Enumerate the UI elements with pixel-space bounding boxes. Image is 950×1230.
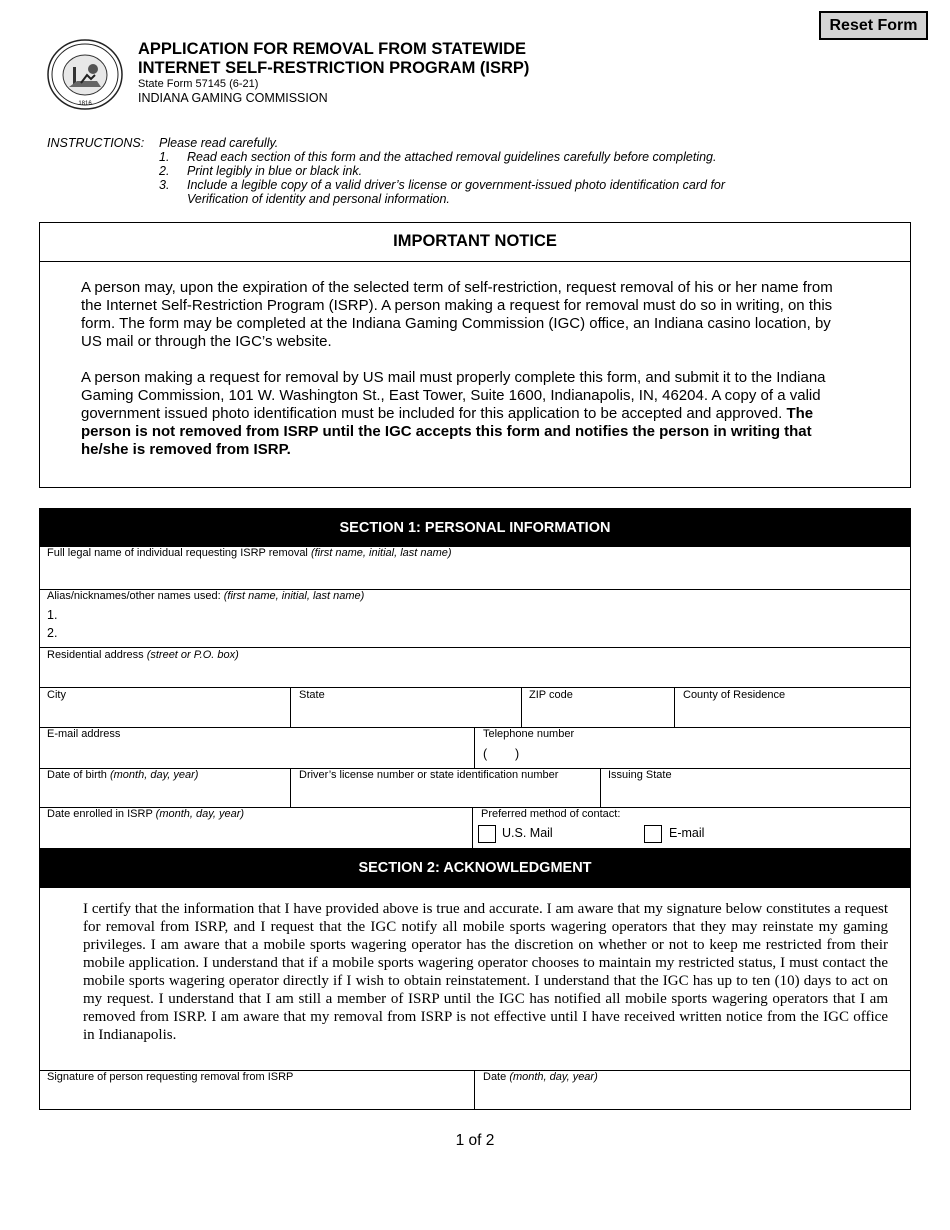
email-field[interactable] [40,743,473,765]
full-name-label: Full legal name of individual requesting ISRP removal (first name, initial, last name) [47,547,452,559]
instructions-intro: Please read carefully. [159,136,279,150]
divider [474,727,475,768]
form-number: State Form 57145 (6-21) [138,78,259,90]
reset-form-button[interactable]: Reset Form [819,11,928,40]
issuing-state-field[interactable] [602,784,909,806]
important-notice-heading: IMPORTANT NOTICE [39,222,911,262]
section-1-heading: SECTION 1: PERSONAL INFORMATION [39,508,911,547]
divider [472,807,473,848]
instruction-item: Verification of identity and personal information. [187,192,450,206]
city-field[interactable] [40,704,289,726]
contact-method-label: Preferred method of contact: [481,808,621,820]
email-checkbox[interactable] [644,825,662,843]
dob-label: Date of birth (month, day, year) [47,769,199,781]
divider [290,768,291,807]
instructions-list [159,150,725,206]
phone-format: ( ) [483,747,520,761]
county-field[interactable] [676,704,909,726]
form-title [138,40,529,78]
full-name-field[interactable] [40,562,910,588]
title-line-2: INTERNET SELF-RESTRICTION PROGRAM (ISRP) [138,59,530,77]
phone-label: Telephone number [483,728,575,740]
divider [290,687,291,727]
enrolled-label: Date enrolled in ISRP (month, day, year) [47,808,245,820]
acknowledgment-text: I certify that the information that I have provided above is true and accurate. I am aware that my signature below constitutes a request for removal from ISRP, and I request that the IGC notify all mobile sports wagering operators that they may reinstate my gaming privileges. I am aware that a mobile sports wagering operator has the discretion on whether or not to keep me restricted from their mobile application. I understand that if a mobile sports wagering operator chooses to maintain my restricted status, I must contact the mobile sports wagering operator directly if I wish to obtain reinstatement. I understand that the IGC has up to ten (10) days to act on my request. I understand that I am still a member of ISRP until the IGC has notified all mobile sports wagering operators that I am removed from ISRP. I am aware that my removal from ISRP is not effective until I have received written notice from the IGC office in Indianapolis. [83,901,888,1043]
state-label: State [299,689,325,701]
divider [39,687,911,688]
divider [39,647,911,648]
divider [674,687,675,727]
divider [474,1070,475,1110]
email-option-label: E-mail [669,826,705,840]
enrolled-date-field[interactable] [40,823,470,845]
section-2-heading: SECTION 2: ACKNOWLEDGMENT [39,848,911,888]
issuing-state-label: Issuing State [608,769,672,781]
alias-label: Alias/nicknames/other names used: (first name, initial, last name) [47,590,365,602]
address-field[interactable] [40,664,910,686]
signature-field[interactable] [40,1086,472,1108]
license-label: Driver’s license number or state identification number [299,769,559,781]
alias-2-field[interactable] [62,622,902,640]
agency-name: INDIANA GAMING COMMISSION [138,91,328,105]
divider [600,768,601,807]
dob-field[interactable] [40,784,289,806]
instructions-label: INSTRUCTIONS: [47,136,145,150]
signature-label: Signature of person requesting removal from ISRP [47,1071,294,1083]
title-line-1: APPLICATION FOR REMOVAL FROM STATEWIDE [138,40,527,58]
alias-1-field[interactable] [62,604,902,622]
us-mail-option-label: U.S. Mail [502,826,553,840]
notice-paragraph-2: A person making a request for removal by US mail must properly complete this form, and submit it to the Indiana Gaming Commission, 101 W. Washington St., East Tower, Suite 1600, Indianapolis, IN, 46204. A copy of a valid government issued photo identification must be included for this application to be accepted and approved. The person is not removed from ISRP until the IGC accepts this form and notifies the person in writing that he/she is removed from ISRP. [81,369,826,458]
signature-date-field[interactable] [476,1086,908,1108]
instruction-item: 1. Read each section of this form and the attached removal guidelines carefully before completing. [159,150,717,164]
state-field[interactable] [292,704,520,726]
divider [39,727,911,728]
us-mail-checkbox[interactable] [478,825,496,843]
license-field[interactable] [292,784,599,806]
county-label: County of Residence [683,689,786,701]
phone-field[interactable] [520,743,908,765]
indiana-state-seal-icon [47,39,123,110]
signature-date-label: Date (month, day, year) [483,1071,598,1083]
city-label: City [47,689,66,701]
address-label: Residential address (street or P.O. box) [47,649,239,661]
email-label: E-mail address [47,728,121,740]
notice-paragraph-1: A person may, upon the expiration of the selected term of self-restriction, request removal of his or her name from the Internet Self-Restriction Program (ISRP). A person making a request for removal must do so in writing, on this form. The form may be completed at the Indiana Gaming Commission (IGC) office, an Indiana casino location, by US mail or through the IGC’s website. [81,279,833,350]
zip-label: ZIP code [529,689,573,701]
seal-year: 1816 [78,101,92,107]
alias-line-2: 2. [47,626,58,640]
zip-field[interactable] [523,704,673,726]
instruction-item: 2. Print legibly in blue or black ink. [159,164,363,178]
page-indicator: 1 of 2 [455,1132,495,1149]
divider [521,687,522,727]
alias-line-1: 1. [47,608,58,622]
instruction-item: 3. Include a legible copy of a valid driver’s license or government-issued photo identification card for [159,178,726,192]
